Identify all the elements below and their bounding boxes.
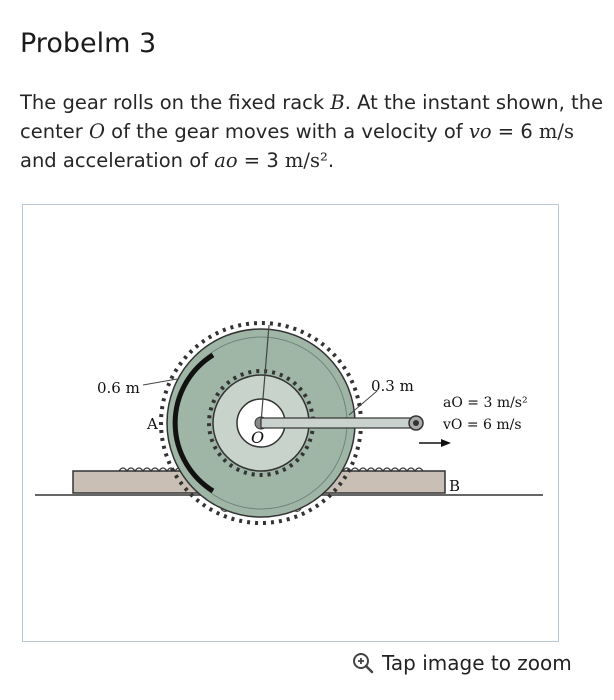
tap-to-zoom-button[interactable] bbox=[352, 651, 572, 675]
outer-radius-label: 0.6 m bbox=[97, 379, 140, 397]
velocity-label: vO = 6 m/s bbox=[443, 417, 522, 433]
acceleration-symbol: ao bbox=[214, 149, 238, 172]
center-symbol: O bbox=[88, 120, 105, 143]
bar-end-dot bbox=[413, 420, 419, 426]
gear-figure[interactable] bbox=[22, 204, 559, 642]
problem-title: Probelm 3 bbox=[20, 28, 157, 59]
inner-radius-label: 0.3 m bbox=[371, 377, 414, 395]
velocity-arrowhead bbox=[441, 439, 451, 447]
velocity-unit: m/s bbox=[538, 120, 574, 143]
zoom-in-icon bbox=[352, 652, 374, 674]
velocity-symbol: vo bbox=[468, 120, 492, 143]
point-o-label: O bbox=[251, 428, 265, 447]
rack-symbol: B bbox=[330, 91, 345, 114]
acceleration-unit: m/s² bbox=[284, 149, 328, 172]
problem-statement: The gear rolls on the fixed rack B. At the instant shown, the center O of the gear moves with a velocity of vo = 6 m/s and acceleration of ao = 3 m/s². bbox=[20, 91, 604, 172]
leader-outer bbox=[143, 379, 177, 385]
zoom-label: Tap image to zoom bbox=[382, 651, 572, 675]
connecting-bar bbox=[261, 418, 411, 428]
rack-label: B bbox=[449, 477, 461, 495]
acceleration-label: aO = 3 m/s² bbox=[443, 395, 528, 411]
gear-diagram bbox=[23, 205, 558, 641]
point-a-label: A bbox=[147, 415, 158, 433]
